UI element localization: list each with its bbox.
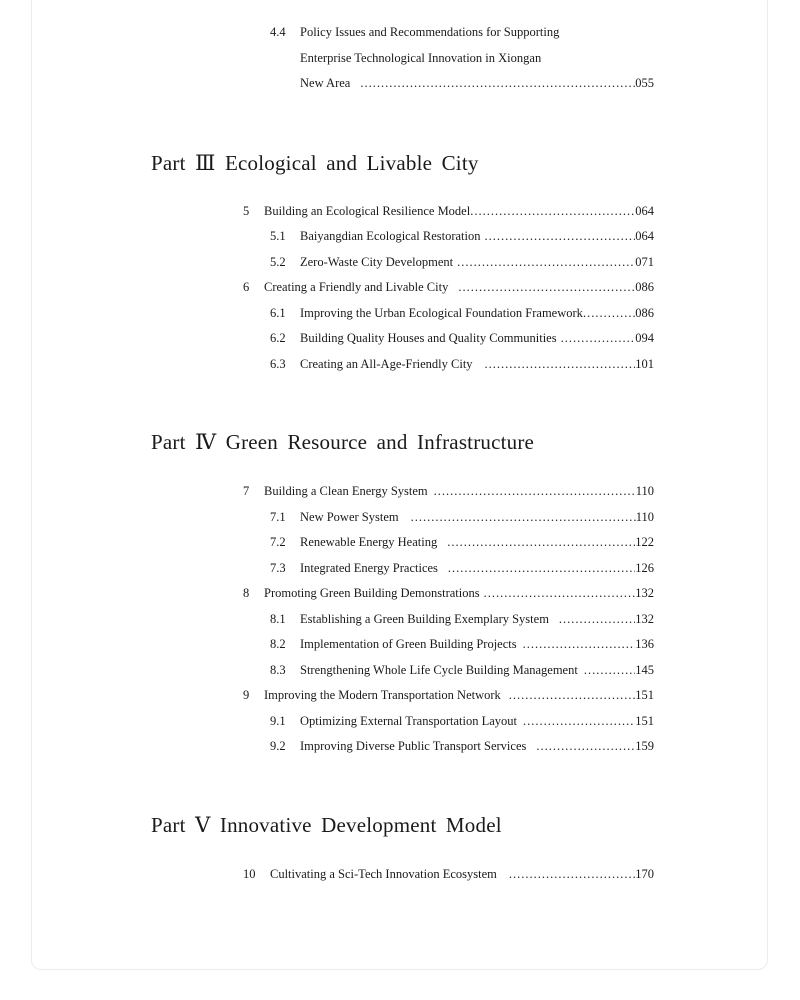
toc-entry[interactable] xyxy=(0,864,800,884)
dot-leader xyxy=(509,864,635,884)
toc-entry[interactable] xyxy=(0,303,800,323)
dot-leader xyxy=(458,277,635,297)
entry-page-number: 086 xyxy=(635,280,654,294)
toc-entry-4-4-continued xyxy=(0,48,800,68)
toc-entry[interactable] xyxy=(0,583,800,603)
entry-number: 9.2 xyxy=(270,739,286,753)
dot-leader xyxy=(559,609,635,629)
toc-entry[interactable] xyxy=(0,532,800,552)
entry-page-number: 086 xyxy=(635,306,654,320)
entry-number: 8 xyxy=(243,586,250,600)
entry-title: New Power System xyxy=(300,510,399,524)
entry-page-number: 132 xyxy=(635,612,654,626)
entry-number: 6.1 xyxy=(270,306,286,320)
entry-title: Cultivating a Sci-Tech Innovation Ecosystem xyxy=(270,867,497,881)
entry-number: 5.1 xyxy=(270,229,286,243)
entry-title-line-1: Policy Issues and Recommendations for Supporting xyxy=(300,25,560,39)
dot-leader xyxy=(583,303,635,323)
toc-entry-4-4[interactable] xyxy=(0,22,800,42)
entry-number: 7.3 xyxy=(270,561,286,575)
toc-entry[interactable] xyxy=(0,252,800,272)
entry-number: 8.2 xyxy=(270,637,286,651)
entry-title: Improving the Modern Transportation Network xyxy=(264,688,501,702)
toc-entry[interactable] xyxy=(0,711,800,731)
entry-title: Building a Clean Energy System xyxy=(264,484,428,498)
entry-page-number: 159 xyxy=(635,739,654,753)
entry-number: 6.2 xyxy=(270,331,286,345)
dot-leader xyxy=(509,685,635,705)
toc-entry[interactable] xyxy=(0,481,800,501)
entry-number: 5 xyxy=(243,204,250,218)
entry-title: Promoting Green Building Demonstrations xyxy=(264,586,480,600)
entry-number: 6 xyxy=(243,280,250,294)
dot-leader xyxy=(434,481,636,501)
toc-entry[interactable] xyxy=(0,328,800,348)
entry-page-number: 136 xyxy=(635,637,654,651)
dot-leader xyxy=(584,660,635,680)
toc-entry[interactable] xyxy=(0,609,800,629)
entry-title: Zero-Waste City Development xyxy=(300,255,454,269)
toc-entry[interactable] xyxy=(0,226,800,246)
entry-number: 7.1 xyxy=(270,510,286,524)
toc-entry[interactable] xyxy=(0,507,800,527)
entry-title: Strengthening Whole Life Cycle Building Management xyxy=(300,663,578,677)
entry-title: Renewable Energy Heating xyxy=(300,535,438,549)
entry-page-number: 071 xyxy=(635,255,654,269)
entry-page-number: 126 xyxy=(635,561,654,575)
dot-leader xyxy=(561,328,636,348)
toc-entry[interactable] xyxy=(0,634,800,654)
toc-entry-4-4-last-line[interactable] xyxy=(0,73,800,93)
dot-leader xyxy=(411,507,636,527)
entry-page-number: 170 xyxy=(635,867,654,881)
entry-page-number: 151 xyxy=(635,714,654,728)
entry-number: 10 xyxy=(243,867,256,881)
entry-page-number: 145 xyxy=(635,663,654,677)
entry-title-line-3: New Area xyxy=(300,76,351,90)
entry-page-number: 122 xyxy=(635,535,654,549)
toc-entry[interactable] xyxy=(0,277,800,297)
entry-title: Creating a Friendly and Livable City xyxy=(264,280,449,294)
part-4-heading: Part Ⅳ Green Resource and Infrastructure xyxy=(151,430,535,454)
toc-entry[interactable] xyxy=(0,736,800,756)
dot-leader xyxy=(485,226,636,246)
dot-leader xyxy=(523,634,636,654)
toc-entry[interactable] xyxy=(0,660,800,680)
dot-leader xyxy=(536,736,635,756)
entry-page-number: 094 xyxy=(635,331,654,345)
entry-page-number: 151 xyxy=(635,688,654,702)
entry-number: 8.1 xyxy=(270,612,286,626)
entry-title: Improving Diverse Public Transport Services xyxy=(300,739,527,753)
entry-number: 8.3 xyxy=(270,663,286,677)
entry-title: Building Quality Houses and Quality Communities xyxy=(300,331,557,345)
entry-title: Establishing a Green Building Exemplary System xyxy=(300,612,549,626)
entry-page-number: 101 xyxy=(635,357,654,371)
entry-title: Creating an All-Age-Friendly City xyxy=(300,357,473,371)
entry-page-number: 132 xyxy=(635,586,654,600)
entry-page-number: 055 xyxy=(635,76,654,90)
entry-title: Baiyangdian Ecological Restoration xyxy=(300,229,481,243)
toc-entry[interactable] xyxy=(0,685,800,705)
entry-page-number: 110 xyxy=(635,510,654,524)
entry-title: Improving the Urban Ecological Foundation Framework xyxy=(300,306,583,320)
entry-number: 6.3 xyxy=(270,357,286,371)
dot-leader xyxy=(485,354,636,374)
toc-entry[interactable] xyxy=(0,354,800,374)
part-3-heading: Part Ⅲ Ecological and Livable City xyxy=(151,151,479,175)
entry-number: 7.2 xyxy=(270,535,286,549)
dot-leader xyxy=(484,583,636,603)
entry-title: Implementation of Green Building Projects xyxy=(300,637,517,651)
entry-title: Integrated Energy Practices xyxy=(300,561,438,575)
toc-entry[interactable] xyxy=(0,201,800,221)
entry-page-number: 110 xyxy=(635,484,654,498)
entry-number: 5.2 xyxy=(270,255,286,269)
entry-title: Optimizing External Transportation Layout xyxy=(300,714,517,728)
part-5-heading: Part Ⅴ Innovative Development Model xyxy=(151,813,502,837)
dot-leader xyxy=(523,711,635,731)
entry-page-number: 064 xyxy=(635,229,654,243)
entry-title: Building an Ecological Resilience Model xyxy=(264,204,471,218)
toc-entry[interactable] xyxy=(0,558,800,578)
dot-leader xyxy=(470,201,635,221)
entry-title-line-2: Enterprise Technological Innovation in Xiongan xyxy=(300,51,542,65)
entry-number: 7 xyxy=(243,484,250,498)
dot-leader xyxy=(457,252,635,272)
entry-number: 9.1 xyxy=(270,714,286,728)
entry-number: 9 xyxy=(243,688,250,702)
entry-page-number: 064 xyxy=(635,204,654,218)
entry-number: 4.4 xyxy=(270,25,286,39)
dot-leader xyxy=(360,73,635,93)
dot-leader xyxy=(447,532,635,552)
dot-leader xyxy=(448,558,635,578)
